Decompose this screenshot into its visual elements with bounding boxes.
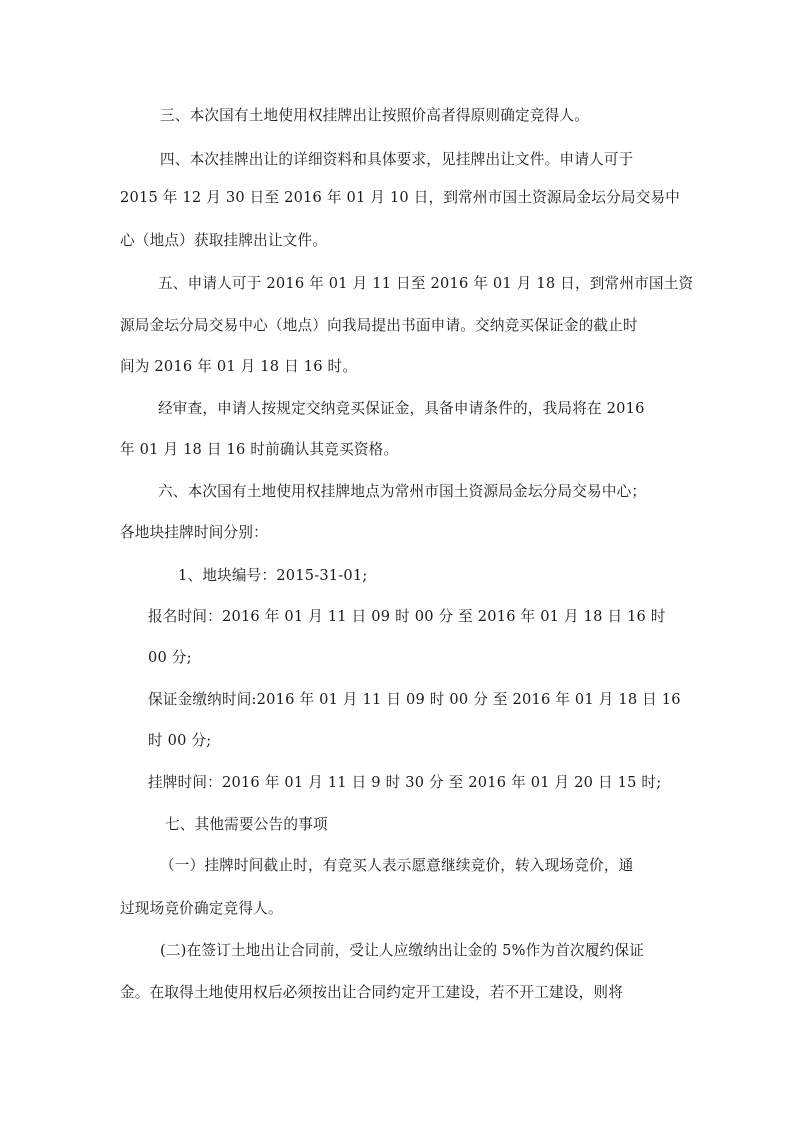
item-1-line-1: （一）挂牌时间截止时，有竞买人表示愿意继续竞价，转入现场竞价，通 [160, 857, 634, 874]
deposit-time-line-2: 时 00 分; [148, 732, 212, 749]
deposit-time-line-1: 保证金缴纳时间:2016 年 01 月 11 日 09 时 00 分 至 2016 年 01 月 18 日 16 [148, 691, 681, 708]
registration-time-line-2: 00 分; [148, 649, 192, 666]
paragraph-6-line-1: 六、本次国有土地使用权挂牌地点为常州市国土资源局金坛分局交易中心； [158, 483, 647, 500]
paragraph-review-line-1: 经审查，申请人按规定交纳竞买保证金，具备申请条件的，我局将在 2016 [158, 400, 645, 417]
item-1-line-2: 过现场竞价确定竞得人。 [120, 900, 283, 917]
paragraph-5-line-3: 间为 2016 年 01 月 18 日 16 时。 [120, 358, 358, 375]
section-7-heading: 七、其他需要公告的事项 [165, 816, 328, 833]
parcel-number: 1、地块编号：2015-31-01; [178, 567, 368, 584]
item-2-line-1: (二)在签订土地出让合同前，受让人应缴纳出让金的 5%作为首次履约保证 [160, 942, 644, 959]
listing-time: 挂牌时间：2016 年 01 月 11 日 9 时 30 分 至 2016 年 01 月 20 日 15 时; [148, 774, 662, 791]
registration-time-line-1: 报名时间：2016 年 01 月 11 日 09 时 00 分 至 2016 年 01 月 18 日 16 时 [148, 608, 666, 625]
paragraph-5-line-1: 五、申请人可于 2016 年 01 月 11 日至 2016 年 01 月 18 日，到常州市国土资 [158, 275, 694, 292]
item-2-line-2: 金。在取得土地使用权后必须按出让合同约定开工建设，若不开工建设，则将 [120, 984, 623, 1001]
paragraph-review-line-2: 年 01 月 18 日 16 时前确认其竞买资格。 [120, 441, 399, 458]
paragraph-4-line-3: 心（地点）获取挂牌出让文件。 [120, 232, 328, 249]
paragraph-3-line-1: 三、本次国有土地使用权挂牌出让按照价高者得原则确定竞得人。 [160, 107, 590, 124]
paragraph-4-line-2: 2015 年 12 月 30 日至 2016 年 01 月 10 日，到常州市国土资源局金坛分局交易中 [120, 189, 681, 206]
paragraph-6-line-2: 各地块挂牌时间分别： [120, 524, 268, 541]
paragraph-5-line-2: 源局金坛分局交易中心（地点）向我局提出书面申请。交纳竞买保证金的截止时 [120, 317, 638, 334]
paragraph-4-line-1: 四、本次挂牌出让的详细资料和具体要求，见挂牌出让文件。申请人可于 [160, 151, 634, 168]
